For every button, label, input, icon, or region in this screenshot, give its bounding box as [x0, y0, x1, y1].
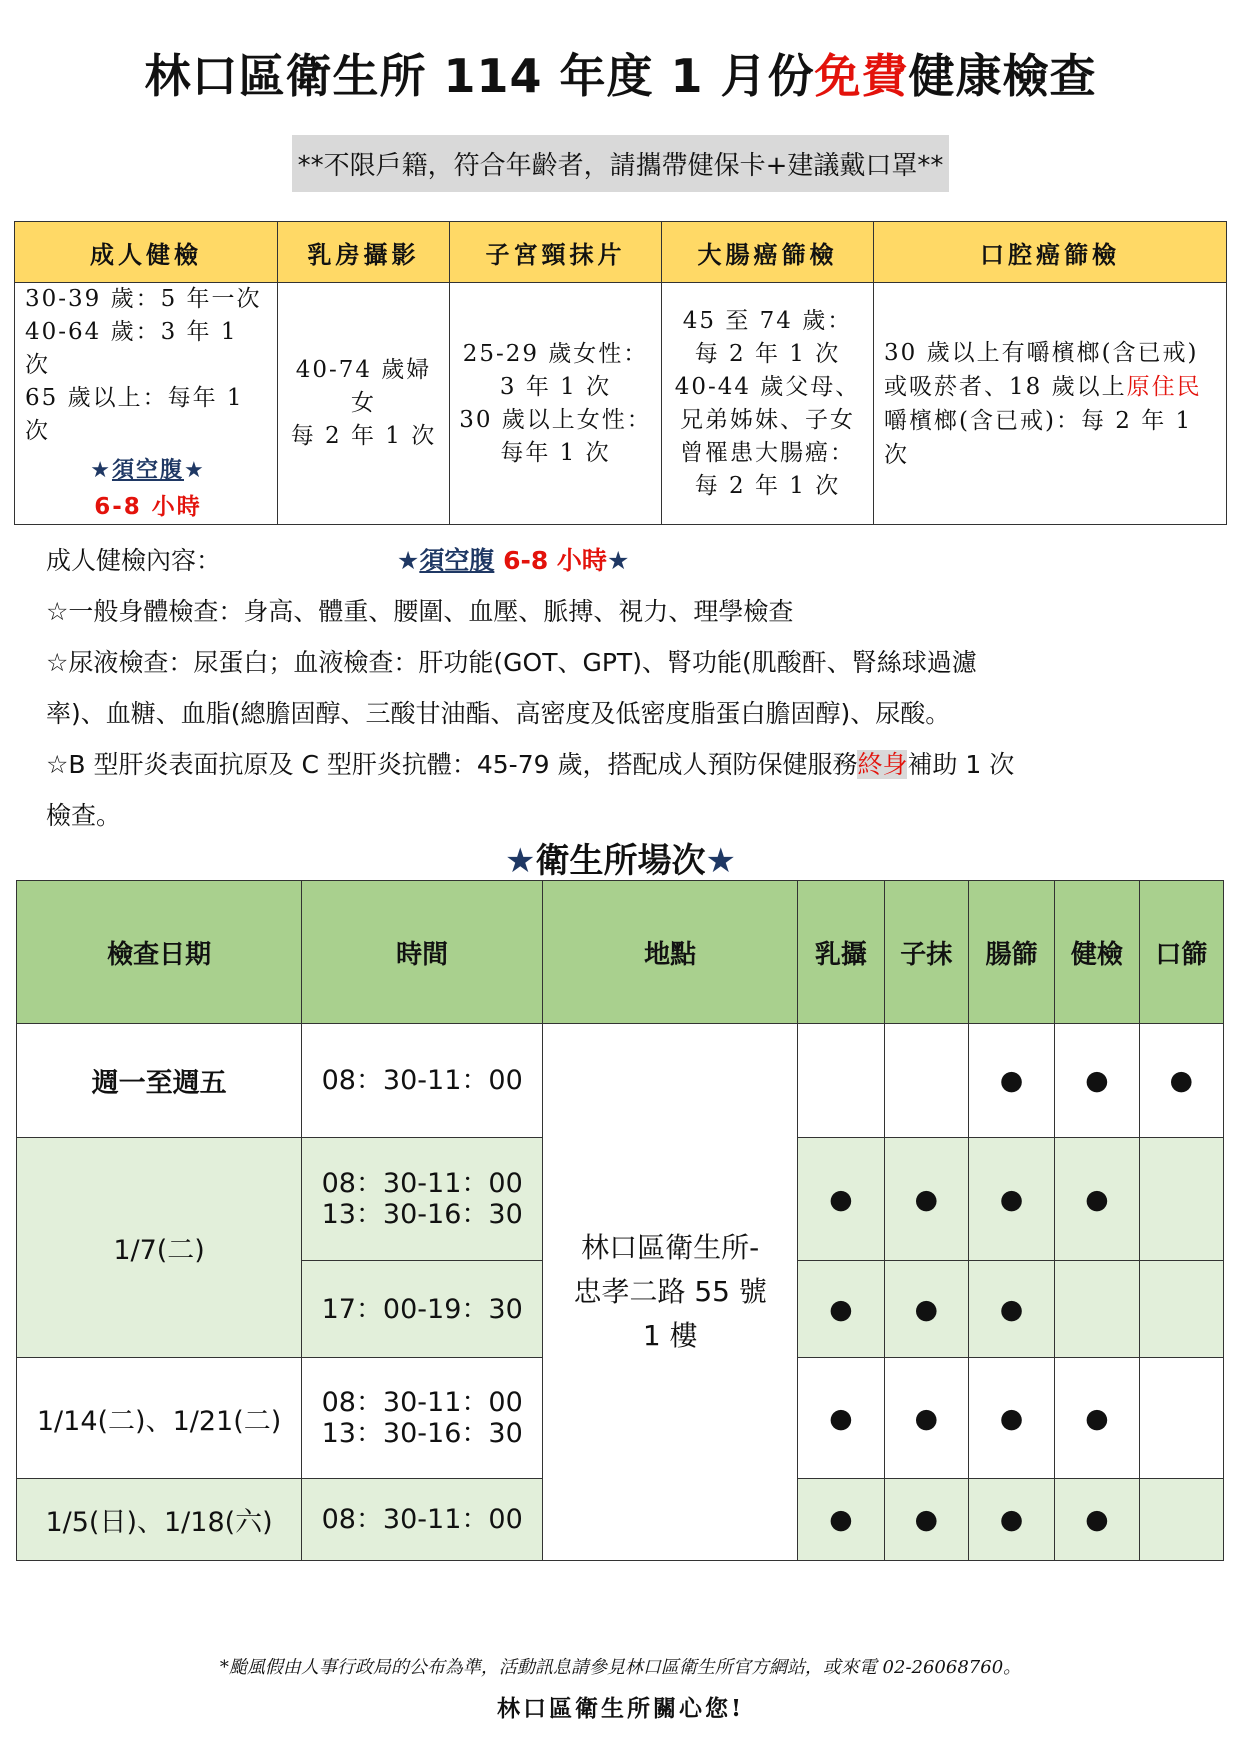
star-icon: ★: [505, 841, 536, 881]
colon-line5: 曾罹患大腸癌：: [680, 439, 855, 466]
place-cell: [543, 1024, 798, 1561]
row-time2: 13：30-16：30: [321, 1199, 523, 1230]
row-date: 1/7(二): [17, 1138, 302, 1358]
row-adult-dot: ●: [1055, 1358, 1139, 1479]
row-oral: [1139, 1138, 1223, 1261]
title-part2: 健康檢查: [908, 49, 1097, 103]
eligibility-body-row: [15, 283, 1227, 525]
content-line5: 檢查。: [46, 801, 122, 830]
col-colon: 腸篩: [968, 881, 1054, 1024]
content-line3: 率)、血糖、血脂(總膽固醇、三酸甘油酯、高密度及低密度脂蛋白膽固醇)、尿酸。: [46, 699, 951, 728]
subtitle-banner: [0, 135, 1241, 192]
eligibility-header-row: [15, 222, 1227, 283]
star-icon: ★: [184, 458, 206, 483]
col-date: 檢查日期: [17, 881, 302, 1024]
oral-part1: 30 歲以上有嚼檳榔(含已戒)或吸菸者、18 歲以上: [884, 339, 1199, 400]
adult-exam-content: [46, 535, 1206, 841]
row-adult: [1055, 1261, 1139, 1358]
header-adult: 成人健檢: [15, 222, 278, 283]
schedule-table: [16, 880, 1224, 1561]
row-adult-dot: ●: [1055, 1138, 1139, 1261]
col-oral: 口篩: [1139, 881, 1223, 1024]
row-adult-dot: ●: [1055, 1024, 1139, 1138]
col-place: 地點: [543, 881, 798, 1024]
content-fasting-hours: 6-8 小時: [494, 546, 607, 575]
colon-line6: 每 2 年 1 次: [694, 472, 841, 499]
row-colon-dot: ●: [968, 1261, 1054, 1358]
row-date: 週一至週五: [17, 1024, 302, 1138]
col-time: 時間: [302, 881, 543, 1024]
col-mammo: 乳攝: [798, 881, 884, 1024]
row-oral: [1139, 1358, 1223, 1479]
content-label: 成人健檢內容：: [46, 546, 222, 575]
row-pap-dot: ●: [884, 1358, 968, 1479]
row-oral: [1139, 1261, 1223, 1358]
row-oral: [1139, 1479, 1223, 1561]
oral-indigenous: 原住民: [1126, 373, 1202, 400]
adult-line2: 40-64 歲：3 年 1 次: [25, 319, 238, 378]
footer-note: *颱風假由人事行政局的公布為準，活動訊息請參見林口區衛生所官方網站，或來電 02-26068760。: [219, 1657, 1022, 1678]
pap-line1: 25-29 歲女性：: [462, 340, 649, 367]
place-line2: 忠孝二路 55 號: [573, 1275, 767, 1308]
subtitle: **不限戶籍，符合年齡者，請攜帶健保卡+建議戴口罩**: [292, 135, 950, 192]
row-mammo-dot: ●: [798, 1261, 884, 1358]
star-icon: ★: [396, 546, 420, 575]
row-date: 1/14(二)、1/21(二): [17, 1358, 302, 1479]
adult-line3: 65 歲以上：每年 1 次: [25, 385, 244, 444]
place-line3: 1 樓: [642, 1319, 698, 1352]
content-line4b: 補助 1 次: [907, 750, 1015, 779]
oral-part2: 嚼檳榔(含已戒)：每 2 年 1 次: [884, 407, 1193, 468]
row-pap-dot: ●: [884, 1138, 968, 1261]
row-time1: 08：30-11：00: [321, 1387, 523, 1418]
colon-eligibility: [662, 283, 874, 525]
schedule-title-text: 衛生所場次: [535, 841, 706, 881]
footer-care: 林口區衛生所關心您!: [496, 1695, 745, 1722]
row-oral-dot: ●: [1139, 1024, 1223, 1138]
row-adult-dot: ●: [1055, 1479, 1139, 1561]
place-line1: 林口區衛生所-: [581, 1231, 760, 1264]
pap-line2: 3 年 1 次: [499, 373, 612, 400]
star-icon: ★: [90, 458, 112, 483]
table-row: [17, 1024, 1224, 1138]
schedule-header-row: [17, 881, 1224, 1024]
header-pap: 子宮頸抹片: [450, 222, 662, 283]
row-date: 1/5(日)、1/18(六): [17, 1479, 302, 1561]
mammo-line2: 每 2 年 1 次: [290, 423, 437, 449]
content-line2: ☆尿液檢查：尿蛋白；血液檢查：肝功能(GOT、GPT)、腎功能(肌酸酐、腎絲球過濾: [46, 648, 977, 677]
adult-eligibility: [15, 283, 278, 525]
header-oral: 口腔癌篩檢: [874, 222, 1227, 283]
star-icon: ★: [705, 841, 736, 881]
row-mammo: [798, 1024, 884, 1138]
header-colon: 大腸癌篩檢: [662, 222, 874, 283]
schedule-title: [0, 833, 1241, 882]
colon-line4: 兄弟姊妹、子女: [680, 406, 855, 433]
mammo-line1: 40-74 歲婦女: [295, 357, 432, 416]
row-time2: 13：30-16：30: [321, 1418, 523, 1449]
star-icon: ★: [606, 546, 630, 575]
pap-line3: 30 歲以上女性：: [459, 406, 652, 433]
oral-eligibility: [874, 283, 1227, 525]
colon-line3: 40-44 歲父母、: [674, 373, 861, 400]
content-line4: [46, 739, 1206, 790]
eligibility-table: [14, 221, 1227, 525]
header-mammo: 乳房攝影: [278, 222, 450, 283]
row-colon-dot: ●: [968, 1138, 1054, 1261]
col-adult: 健檢: [1055, 881, 1139, 1024]
fasting-hours: 6-8 小時: [94, 494, 202, 520]
content-header: [46, 535, 1206, 586]
colon-line2: 每 2 年 1 次: [694, 340, 841, 367]
row-pap: [884, 1024, 968, 1138]
col-pap: 子抹: [884, 881, 968, 1024]
row-colon-dot: ●: [968, 1024, 1054, 1138]
row-time1: 08：30-11：00: [321, 1168, 523, 1199]
pap-line4: 每年 1 次: [500, 439, 611, 466]
fasting-notice: [25, 454, 271, 487]
row-colon-dot: ●: [968, 1479, 1054, 1561]
row-time: [302, 1138, 543, 1261]
row-pap-dot: ●: [884, 1261, 968, 1358]
row-mammo-dot: ●: [798, 1358, 884, 1479]
row-time: [302, 1358, 543, 1479]
title-part1: 林口區衛生所 114 年度 1 月份: [144, 49, 815, 103]
adult-line1: 30-39 歲：5 年一次: [25, 286, 262, 312]
colon-line1: 45 至 74 歲：: [682, 307, 853, 334]
page-title: [0, 40, 1241, 106]
mammo-eligibility: [278, 283, 450, 525]
pap-eligibility: [450, 283, 662, 525]
content-lifetime: 終身: [857, 750, 908, 779]
content-fasting: [397, 546, 629, 575]
row-time: 08：30-11：00: [302, 1479, 543, 1561]
row-time: 17：00-19：30: [302, 1261, 543, 1358]
row-colon-dot: ●: [968, 1358, 1054, 1479]
content-line4a: ☆B 型肝炎表面抗原及 C 型肝炎抗體：45-79 歲，搭配成人預防保健服務: [46, 750, 858, 779]
content-line1: ☆一般身體檢查：身高、體重、腰圍、血壓、脈搏、視力、理學檢查: [46, 597, 794, 626]
row-pap-dot: ●: [884, 1479, 968, 1561]
row-mammo-dot: ●: [798, 1479, 884, 1561]
row-mammo-dot: ●: [798, 1138, 884, 1261]
content-fasting-label: 須空腹: [419, 546, 495, 575]
fasting-label: 須空腹: [111, 458, 184, 483]
title-free: 免費: [814, 49, 909, 103]
row-time: 08：30-11：00: [302, 1024, 543, 1138]
